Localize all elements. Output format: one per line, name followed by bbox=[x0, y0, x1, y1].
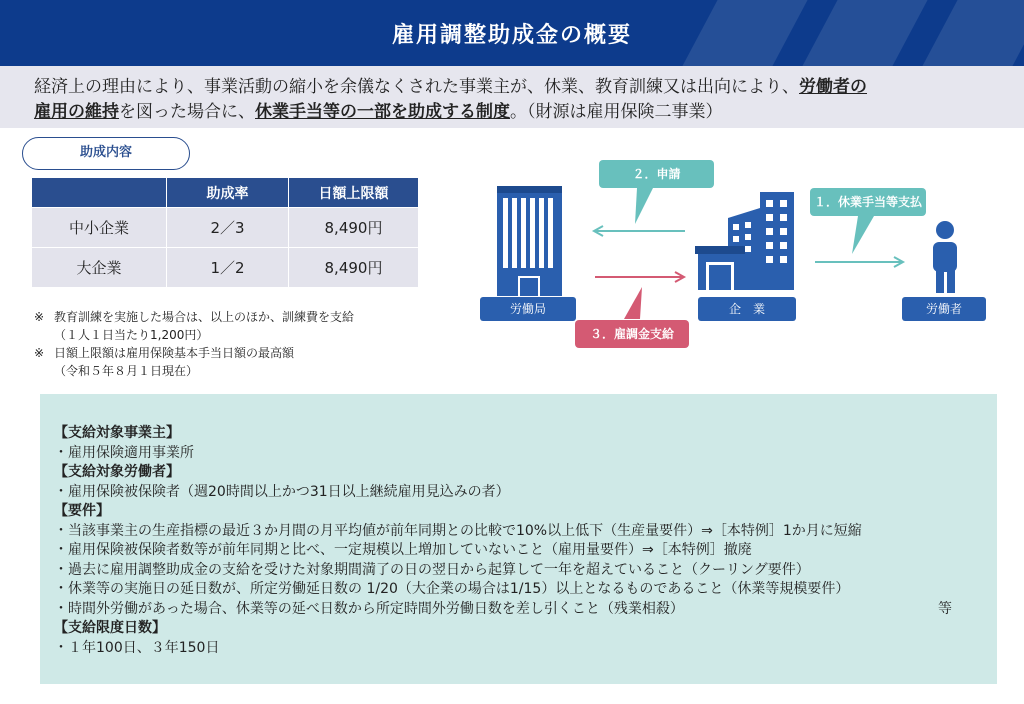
table-cell-daily-max: 8,490円 bbox=[289, 208, 419, 248]
note-text: （１人１日当たり1,200円） bbox=[54, 328, 209, 342]
callout-step1-allowance: １．休業手当等支払 bbox=[810, 188, 926, 216]
table-notes bbox=[34, 308, 354, 380]
note-text: 日額上限額は雇用保険基本手当日額の最高額 bbox=[54, 346, 295, 360]
list-item: ・雇用保険被保険者数等が前年同期と比べ、一定規模以上増加していないこと（雇用量要件）⇒［本特例］撤廃 bbox=[54, 542, 752, 558]
page-title: 雇用調整助成金の概要 bbox=[391, 23, 632, 48]
note-text: 教育訓練を実施した場合は、以上のほか、訓練費を支給 bbox=[54, 310, 355, 324]
heading-eligible-workers: 【支給対象労働者】 bbox=[54, 464, 180, 480]
table-header-daily-max: 日額上限額 bbox=[289, 178, 419, 208]
table-cell-category: 中小企業 bbox=[32, 208, 167, 248]
section-label-subsidy-content: 助成内容 bbox=[22, 137, 190, 170]
callout-step3-subsidy: ３．雇調金支給 bbox=[575, 320, 689, 348]
label-worker: 労働者 bbox=[902, 297, 986, 321]
label-company: 企 業 bbox=[698, 297, 796, 321]
intro-emphasis-subsidy: 休業手当等の一部を助成する制度 bbox=[255, 102, 510, 122]
table-row bbox=[32, 248, 419, 288]
callout-tail-subsidy bbox=[624, 287, 642, 319]
arrow-apply-icon bbox=[594, 226, 685, 236]
flow-diagram-graphics bbox=[470, 150, 1024, 360]
note-mark: ※ bbox=[34, 310, 45, 324]
heading-payment-day-limit: 【支給限度日数】 bbox=[54, 620, 166, 636]
heading-requirements: 【要件】 bbox=[54, 503, 110, 519]
subsidy-rate-table bbox=[31, 177, 419, 288]
table-row bbox=[32, 208, 419, 248]
arrow-subsidy-payment-icon bbox=[595, 272, 684, 282]
intro-emphasis-workers: 労働者の bbox=[799, 77, 867, 97]
list-item-overtime bbox=[54, 600, 997, 620]
table-header-row bbox=[32, 178, 419, 208]
list-item-etc: 等 bbox=[938, 600, 952, 617]
labor-bureau-building-icon bbox=[497, 186, 562, 296]
arrow-allowance-payment-icon bbox=[815, 257, 903, 267]
table-header-rate: 助成率 bbox=[167, 178, 289, 208]
intro-text bbox=[0, 66, 1024, 128]
table-cell-daily-max: 8,490円 bbox=[289, 248, 419, 288]
flow-diagram bbox=[470, 150, 1024, 360]
requirements-panel bbox=[40, 394, 997, 684]
callout-step2-apply: ２．申請 bbox=[599, 160, 714, 188]
table-cell-category: 大企業 bbox=[32, 248, 167, 288]
table-cell-rate: 1／2 bbox=[167, 248, 289, 288]
callout-tail-allowance bbox=[852, 216, 874, 254]
note-text: （令和５年８月１日現在） bbox=[54, 364, 199, 378]
company-building-icon bbox=[695, 192, 794, 290]
list-item-text: ・時間外労働があった場合、休業等の延べ日数から所定時間外労働日数を差し引くこと（残業相殺） bbox=[54, 600, 684, 617]
list-item: ・雇用保険適用事業所 bbox=[54, 444, 194, 461]
title-banner bbox=[0, 0, 1024, 66]
callout-tail-apply bbox=[635, 188, 653, 224]
list-item: ・雇用保険被保険者（週20時間以上かつ31日以上継続雇用見込みの者） bbox=[54, 483, 510, 500]
intro-emphasis-employment: 雇用の維持 bbox=[34, 102, 119, 122]
list-item: ・当該事業主の生産指標の最近３か月間の月平均値が前年同期との比較で10%以上低下（生産量要件）⇒［本特例］1か月に短縮 bbox=[54, 522, 862, 539]
worker-person-icon bbox=[933, 221, 957, 293]
note-mark: ※ bbox=[34, 346, 45, 360]
intro-part3: 。（財源は雇用保険二事業） bbox=[510, 102, 723, 122]
note-training bbox=[34, 308, 354, 326]
note-daily-max bbox=[34, 344, 354, 362]
list-item: ・過去に雇用調整助成金の支給を受けた対象期間満了の日の翌日から起算して一年を超えていること（クーリング要件） bbox=[54, 561, 810, 578]
intro-part2: を図った場合に、 bbox=[119, 102, 255, 122]
label-labor-bureau: 労働局 bbox=[480, 297, 576, 321]
intro-part1: 経済上の理由により、事業活動の縮小を余儀なくされた事業主が、休業、教育訓練又は出向により、 bbox=[34, 77, 799, 97]
table-header-blank bbox=[32, 178, 167, 208]
table-cell-rate: 2／3 bbox=[167, 208, 289, 248]
heading-eligible-employers: 【支給対象事業主】 bbox=[54, 425, 180, 441]
list-item: ・休業等の実施日の延日数が、所定労働延日数の 1/20（大企業の場合は1/15）以上となるものであること（休業等規模要件） bbox=[54, 581, 850, 597]
list-item: ・１年100日、３年150日 bbox=[54, 639, 220, 656]
